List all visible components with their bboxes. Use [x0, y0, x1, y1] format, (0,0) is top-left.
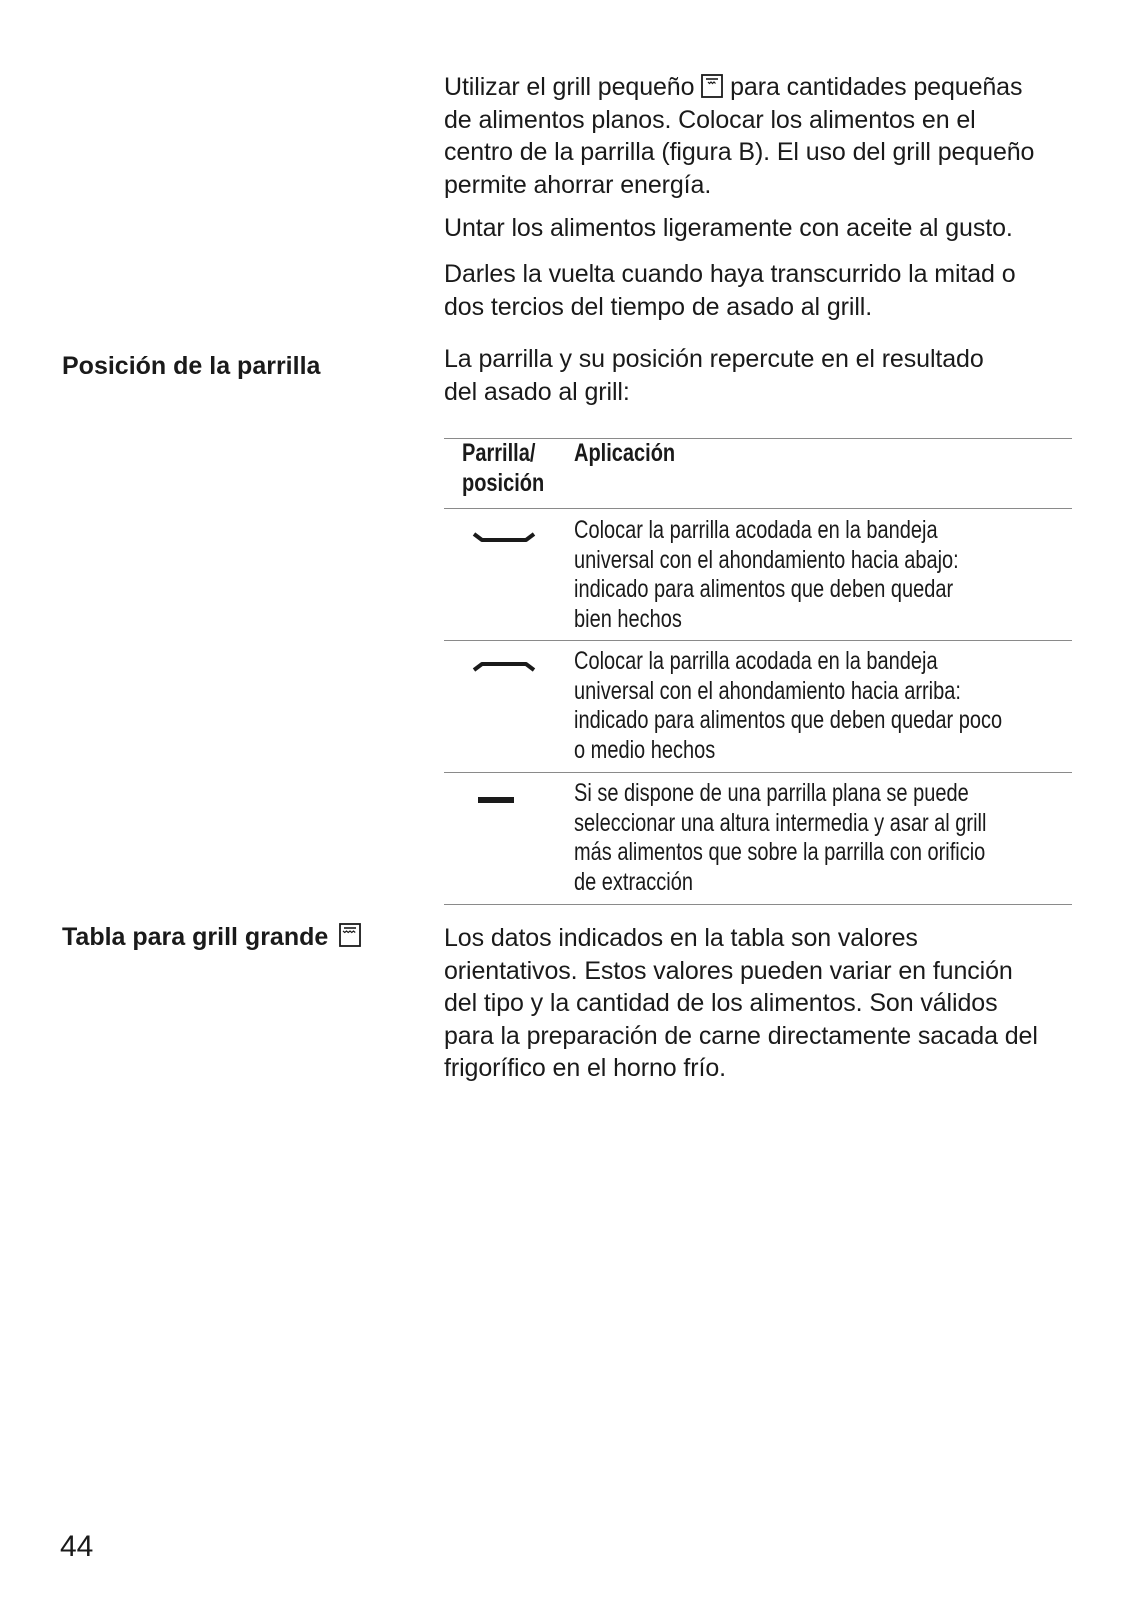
large-grill-icon	[339, 923, 361, 947]
paragraph-line: La parrilla y su posición repercute en el resultado	[444, 345, 984, 373]
table-rule	[444, 904, 1072, 905]
paragraph-line: orientativos. Estos valores pueden variar en función	[444, 956, 1013, 985]
paragraph-line: dos tercios del tiempo de asado al grill.	[444, 292, 873, 321]
oil-paragraph	[444, 212, 1080, 245]
table-row: Si se dispone de una parrilla plana se puede seleccionar una altura intermedia y asar al grill más alimentos que sobre la parrilla con orificio de extracción	[574, 779, 987, 896]
table-row: Colocar la parrilla acodada en la bandeja universal con el ahondamiento hacia abajo: indicado para alimentos que deben quedar bien hechos	[574, 516, 959, 633]
paragraph-line: Darles la vuelta cuando haya transcurrido la mitad o	[444, 260, 1016, 288]
rack-curve-up-icon	[472, 656, 536, 676]
table-rule	[444, 508, 1072, 509]
page-number: 44	[60, 1530, 94, 1563]
small-grill-icon	[701, 74, 723, 98]
table-header-application: Aplicación	[574, 439, 676, 467]
paragraph-line: Utilizar el grill pequeño para cantidades pequeñas	[444, 73, 1023, 101]
paragraph-line: frigorífico en el horno frío.	[444, 1054, 726, 1082]
rack-curve-down-icon	[472, 528, 536, 548]
paragraph-line: Los datos indicados en la tabla son valores	[444, 924, 918, 952]
table-rule	[444, 772, 1072, 773]
paragraph-line: Untar los alimentos ligeramente con aceite al gusto.	[444, 214, 1013, 242]
paragraph-line: centro de la parrilla (figura B). El uso del grill pequeño	[444, 138, 1035, 166]
turn-food-paragraph	[444, 258, 1080, 323]
rack-flat-icon	[478, 794, 514, 806]
table-header-rack: Parrilla/ posición	[462, 439, 545, 497]
paragraph-line: para la preparación de carne directamente sacada del	[444, 1021, 1038, 1050]
paragraph-line: permite ahorrar energía.	[444, 170, 712, 199]
table-row: Colocar la parrilla acodada en la bandeja universal con el ahondamiento hacia arriba: indicado para alimentos que deben quedar poco o medio hechos	[574, 647, 1003, 764]
paragraph-line: del asado al grill:	[444, 377, 630, 406]
large-grill-heading: Tabla para grill grande	[62, 921, 361, 953]
large-grill-paragraph	[444, 922, 1080, 1085]
paragraph-line: de alimentos planos. Colocar los alimentos en el	[444, 105, 976, 134]
paragraph-line: del tipo y la cantidad de los alimentos. Son válidos	[444, 989, 998, 1017]
rack-position-paragraph	[444, 343, 1080, 408]
rack-position-heading: Posición de la parrilla	[62, 352, 321, 380]
small-grill-paragraph	[444, 71, 1080, 201]
table-rule	[444, 640, 1072, 641]
